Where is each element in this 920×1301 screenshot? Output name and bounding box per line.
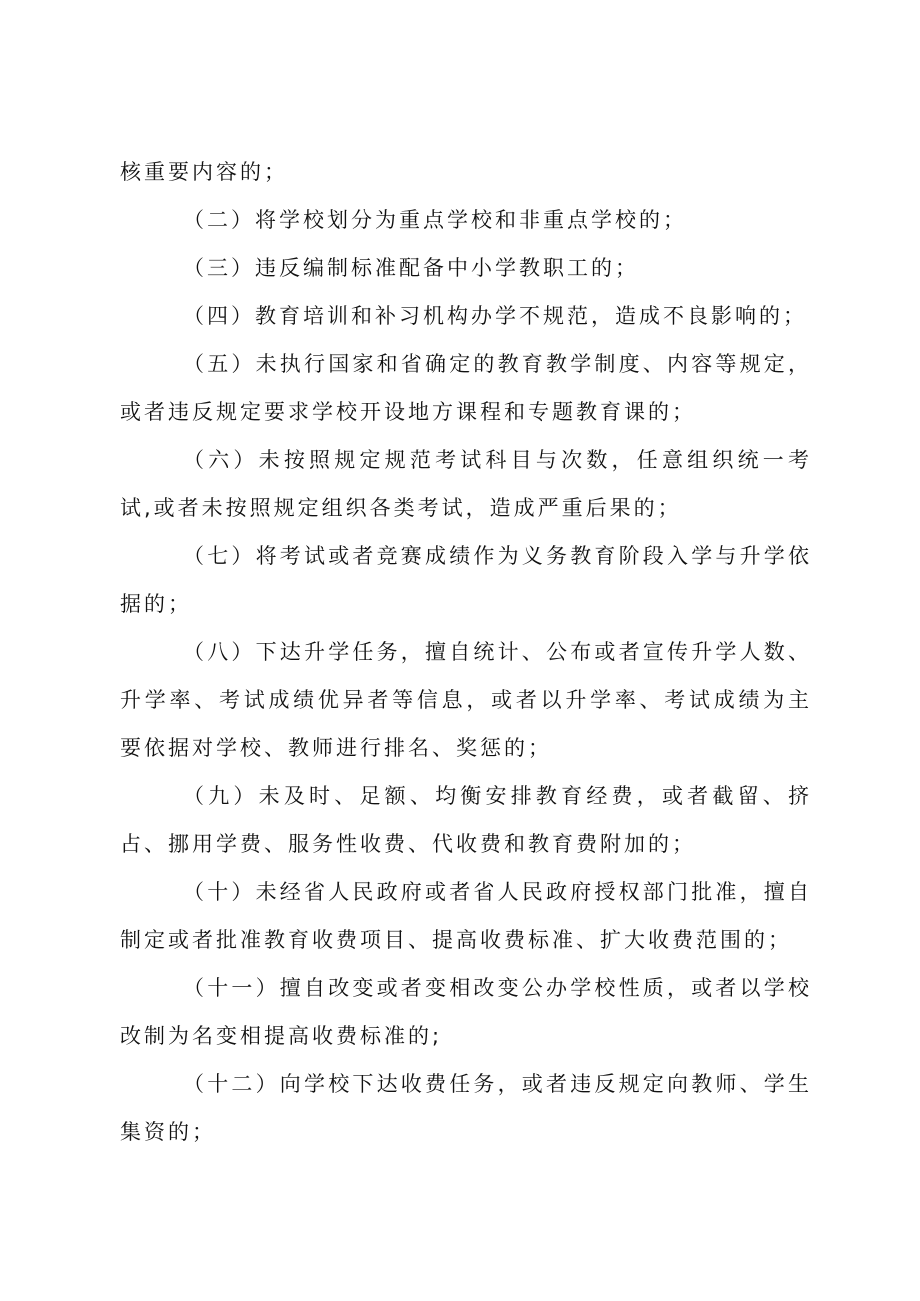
paragraph-item-8: （八）下达升学任务，擅自统计、公布或者宣传升学人数、升学率、考试成绩优异者等信息，或者以升学率、考试成绩为主要依据对学校、教师进行排名、奖惩的； <box>120 640 812 760</box>
paragraph-item-5: （五）未执行国家和省确定的教育教学制度、内容等规定，或者违反规定要求学校开设地方课程和专题教育课的； <box>120 352 812 424</box>
paragraph-item-9: （九）未及时、足额、均衡安排教育经费，或者截留、挤占、挪用学费、服务性收费、代收费和教育费附加的； <box>120 784 812 856</box>
paragraph-item-2: （二）将学校划分为重点学校和非重点学校的； <box>183 208 687 232</box>
document-body <box>120 148 812 1156</box>
paragraph-item-3: （三）违反编制标准配备中小学教职工的； <box>183 256 639 280</box>
paragraph-item-11: （十一）擅自改变或者变相改变公办学校性质，或者以学校改制为名变相提高收费标准的; <box>120 976 812 1048</box>
paragraph-item-10: （十）未经省人民政府或者省人民政府授权部门批准，擅自制定或者批准教育收费项目、提高收费标准、扩大收费范围的； <box>120 880 812 952</box>
paragraph-continuation: 核重要内容的； <box>120 160 288 184</box>
paragraph-item-7: （七）将考试或者竞赛成绩作为义务教育阶段入学与升学依据的； <box>120 544 812 616</box>
paragraph-item-4: （四）教育培训和补习机构办学不规范，造成不良影响的； <box>183 304 807 328</box>
paragraph-item-12: （十二）向学校下达收费任务，或者违反规定向教师、学生集资的； <box>120 1072 812 1144</box>
paragraph-item-6: （六）未按照规定规范考试科目与次数，任意组织统一考试,或者未按照规定组织各类考试，造成严重后果的； <box>120 448 812 520</box>
